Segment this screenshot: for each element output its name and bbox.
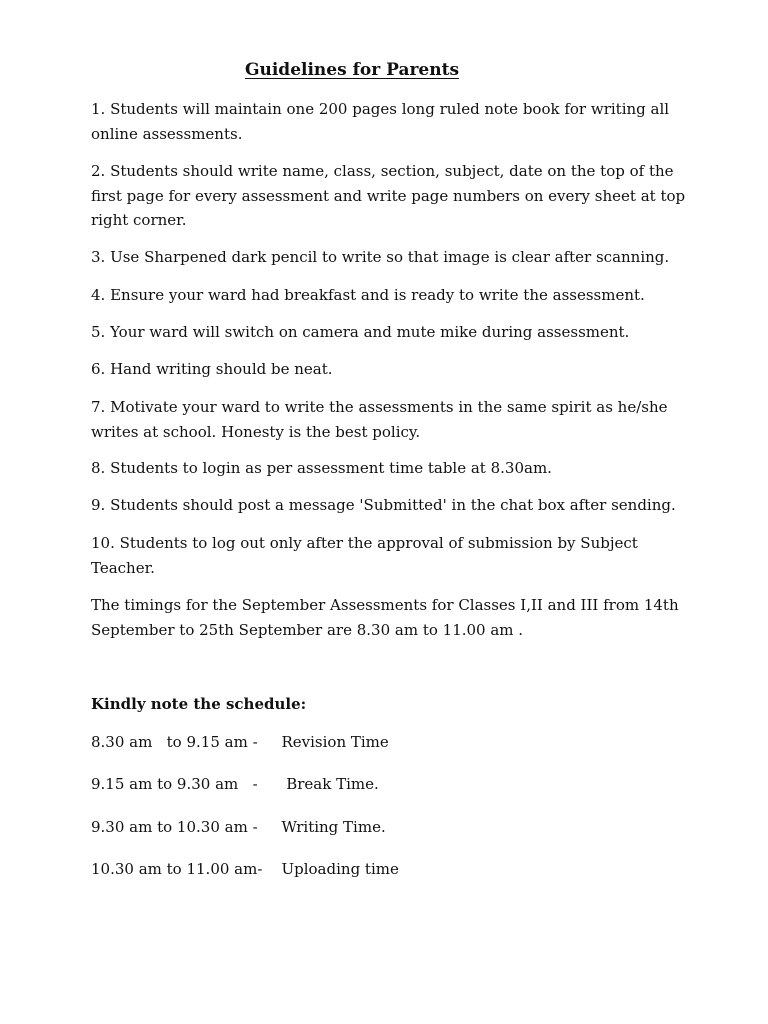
- schedule-row: 8.30 am to 9.15 am - Revision Time: [91, 733, 389, 751]
- schedule-row: 9.30 am to 10.30 am - Writing Time.: [91, 818, 386, 836]
- schedule-row: 9.15 am to 9.30 am - Break Time.: [91, 775, 379, 793]
- guideline-item-6: 6. Hand writing should be neat.: [91, 360, 333, 378]
- guideline-item-1: 1. Students will maintain one 200 pages long ruled note book for writing all online assessments.: [91, 100, 670, 143]
- guideline-item-10: 10. Students to log out only after the approval of submission by Subject Teacher.: [91, 534, 638, 577]
- document-title: Guidelines for Parents: [244, 60, 460, 80]
- timings-note: The timings for the September Assessments for Classes I,II and III from 14th September to 25th September are 8.30 am to 11.00 am .: [91, 596, 679, 639]
- guideline-item-5: 5. Your ward will switch on camera and mute mike during assessment.: [91, 323, 630, 341]
- guideline-item-8: 8. Students to login as per assessment time table at 8.30am.: [91, 459, 552, 477]
- guideline-item-2: 2. Students should write name, class, section, subject, date on the top of the first page for every assessment and write page numbers on every sheet at top right corner.: [91, 162, 686, 229]
- guideline-item-9: 9. Students should post a message 'Submitted' in the chat box after sending.: [91, 496, 676, 514]
- guideline-item-7: 7. Motivate your ward to write the assessments in the same spirit as he/she writes at school. Honesty is the best policy.: [91, 398, 668, 441]
- guideline-item-3: 3. Use Sharpened dark pencil to write so that image is clear after scanning.: [91, 248, 670, 266]
- schedule-heading: Kindly note the schedule:: [91, 695, 307, 713]
- schedule-row: 10.30 am to 11.00 am- Uploading time: [91, 860, 399, 878]
- guideline-item-4: 4. Ensure your ward had breakfast and is ready to write the assessment.: [91, 286, 645, 304]
